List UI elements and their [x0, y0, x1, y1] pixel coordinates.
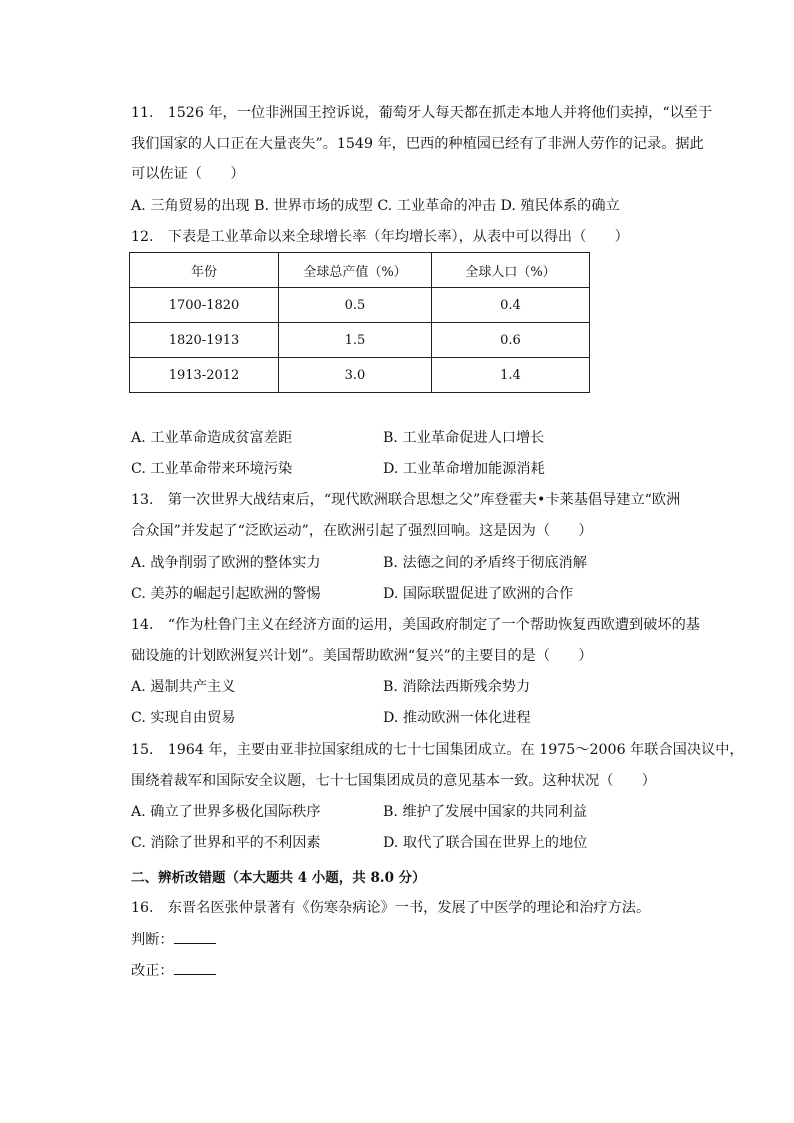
q13-stem-line-2: 合众国”并发起了“泛欧运动”，在欧洲引起了强烈回响。这是因为（ ） — [131, 523, 593, 539]
section-heading: 二、辨析改错题（本大题共 4 小题，共 8.0 分） — [131, 870, 426, 886]
q12-option-a: A. 工业革命造成贫富差距 — [131, 430, 293, 446]
q13-stem-line-1: 13. 第一次世界大战结束后，“现代欧洲联合思想之父”库登霍夫•卡莱基倡导建立“欧洲 — [131, 492, 681, 508]
table-cell: 1.5 — [279, 323, 432, 358]
table-cell: 1.4 — [432, 358, 590, 393]
q15-option-c: C. 消除了世界和平的不利因素 — [131, 835, 321, 851]
table-header-output: 全球总产值（%） — [279, 253, 432, 288]
q15-option-d: D. 取代了联合国在世界上的地位 — [383, 835, 588, 851]
q12-option-c: C. 工业革命带来环境污染 — [131, 461, 293, 477]
q11-stem-line-2: 我们国家的人口正在大量丧失”。1549 年，巴西的种植园已经有了非洲人劳作的记录。据此 — [131, 136, 704, 152]
q13-option-a: A. 战争削弱了欧洲的整体实力 — [131, 555, 321, 571]
table-cell: 0.6 — [432, 323, 590, 358]
table-header-population: 全球人口（%） — [432, 253, 590, 288]
q11-stem-line-3: 可以佐证（ ） — [131, 166, 245, 182]
q16-correct-blank[interactable] — [174, 960, 216, 975]
q15-stem-line-1: 15. 1964 年，主要由亚非拉国家组成的七十七国集团成立。在 1975～2006 年联合国决议中， — [131, 742, 744, 758]
table-cell: 1700-1820 — [130, 288, 279, 323]
q15-option-b: B. 维护了发展中国家的共同利益 — [383, 804, 587, 820]
q12-option-d: D. 工业革命增加能源消耗 — [383, 461, 545, 477]
q16-judge-row — [131, 929, 216, 950]
q14-stem-line-1: 14. “作为杜鲁门主义在经济方面的运用，美国政府制定了一个帮助恢复西欧遭到破坏的基 — [131, 617, 700, 633]
q15-stem-line-2: 围绕着裁军和国际安全议题，七十七国集团成员的意见基本一致。这种状况（ ） — [131, 773, 656, 789]
table-cell: 0.4 — [432, 288, 590, 323]
q15-option-a: A. 确立了世界多极化国际秩序 — [131, 804, 321, 820]
growth-rate-table — [129, 252, 590, 393]
q13-option-b: B. 法德之间的矛盾终于彻底消解 — [383, 555, 587, 571]
table-header-year: 年份 — [130, 253, 279, 288]
q16-judge-blank[interactable] — [174, 929, 216, 944]
q14-option-b: B. 消除法西斯残余势力 — [383, 679, 531, 695]
table-cell: 1820-1913 — [130, 323, 279, 358]
table-cell: 0.5 — [279, 288, 432, 323]
q14-option-c: C. 实现自由贸易 — [131, 710, 236, 726]
q14-option-d: D. 推动欧洲一体化进程 — [383, 710, 531, 726]
q13-option-d: D. 国际联盟促进了欧洲的合作 — [383, 586, 574, 602]
table-row — [130, 323, 590, 358]
q16-stem: 16. 东晋名医张仲景著有《伤寒杂病论》一书，发展了中医学的理论和治疗方法。 — [131, 900, 651, 916]
table-row — [130, 358, 590, 393]
q16-judge-label: 判断： — [131, 932, 174, 948]
q12-stem: 12. 下表是工业革命以来全球增长率（年均增长率），从表中可以得出（ ） — [131, 229, 629, 245]
q11-stem-line-1: 11. 1526 年，一位非洲国王控诉说，葡萄牙人每天都在抓走本地人并将他们卖掉，“以至于 — [131, 105, 713, 121]
q12-option-b: B. 工业革命促进人口增长 — [383, 430, 545, 446]
table-cell: 3.0 — [279, 358, 432, 393]
table-row — [130, 288, 590, 323]
q14-stem-line-2: 础设施的计划欧洲复兴计划”。美国帮助欧洲“复兴”的主要目的是（ ） — [131, 648, 593, 664]
q14-option-a: A. 遏制共产主义 — [131, 679, 236, 695]
q16-correct-row — [131, 960, 216, 981]
q13-option-c: C. 美苏的崛起引起欧洲的警惕 — [131, 586, 321, 602]
q11-options: A. 三角贸易的出现 B. 世界市场的成型 C. 工业革命的冲击 D. 殖民体系的确立 — [131, 198, 620, 214]
table-header-row — [130, 253, 590, 288]
table-cell: 1913-2012 — [130, 358, 279, 393]
q16-correct-label: 改正： — [131, 963, 174, 979]
